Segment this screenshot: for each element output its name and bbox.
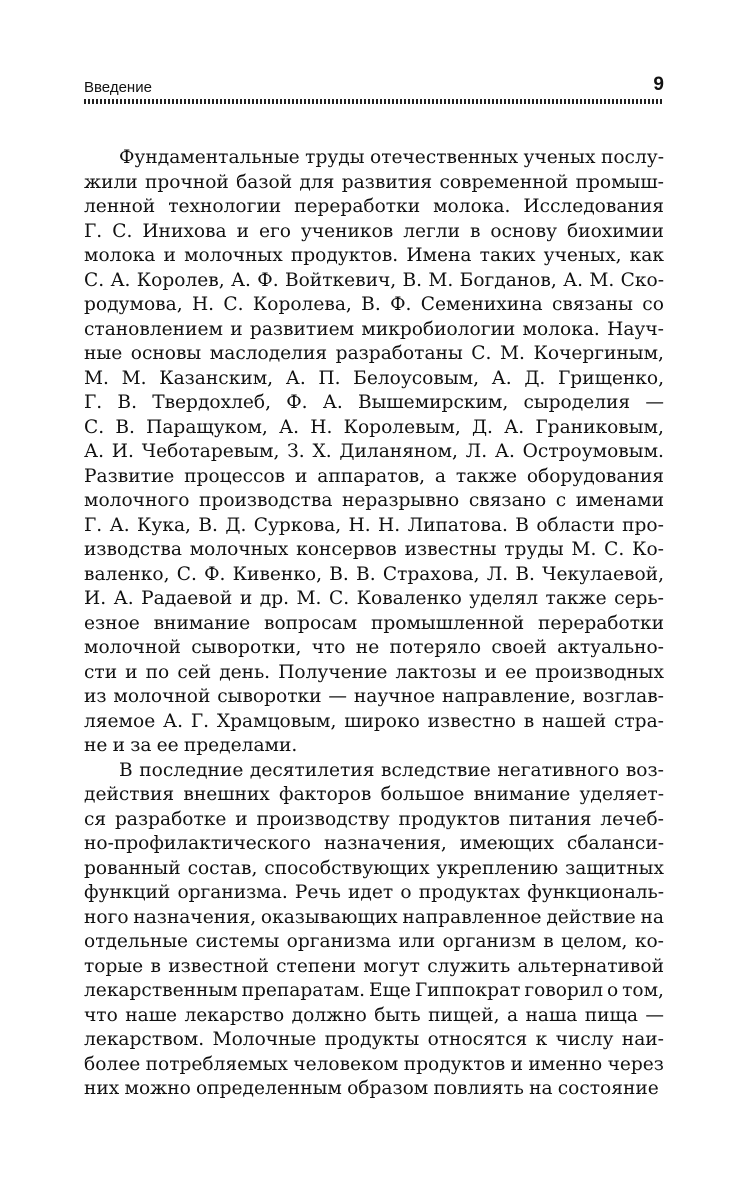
text-line: лекарственным препаратам. Еще Гиппократ говорил о том, xyxy=(84,980,664,1001)
text-line: М. М. Казанским, А. П. Белоусовым, А. Д. Грищенко, xyxy=(84,367,664,389)
text-line: И. А. Радаевой и др. М. С. Коваленко уделял также серь- xyxy=(84,588,664,609)
text-line: молока и молочных продуктов. Имена таких ученых, как xyxy=(84,245,664,266)
text-line: жили прочной базой для развития современной промыш- xyxy=(84,171,664,193)
text-line: действия внешних факторов большое внимание уделяет- xyxy=(84,784,664,805)
text-line: Г. В. Твердохлеб, Ф. А. Вышемирским, сыроделия — xyxy=(84,392,664,413)
text-line: не и за ее пределами. xyxy=(84,735,298,756)
header-rule xyxy=(84,99,664,104)
section-title: Введение xyxy=(84,79,152,96)
text-line: из молочной сыворотки — научное направление, возглав- xyxy=(84,686,664,707)
text-line: Развитие процессов и аппаратов, а также оборудования xyxy=(84,465,664,487)
text-line: отдельные системы организма или организм в целом, ко- xyxy=(84,931,664,952)
text-line: функций организма. Речь идет о продуктах функциональ- xyxy=(84,882,664,903)
body-text xyxy=(84,146,664,1102)
paragraph xyxy=(84,759,664,1102)
text-line: валенко, С. Ф. Кивенко, В. В. Страхова, Л. В. Чекулаевой, xyxy=(84,563,664,585)
text-line: Г. С. Инихова и его учеников легли в основу биохимии xyxy=(84,220,664,242)
text-line: Фундаментальные труды отечественных ученых послу- xyxy=(119,147,664,168)
paragraph xyxy=(84,146,664,759)
text-line: С. В. Паращуком, А. Н. Королевым, Д. А. Граниковым, xyxy=(84,416,664,438)
text-line: молочной сыворотки, что не потеряло своей актуально- xyxy=(84,637,664,658)
running-head xyxy=(84,74,664,96)
text-line: А. И. Чеботаревым, З. Х. Диланяном, Л. А. Остроумовым. xyxy=(84,441,664,462)
text-line: Г. А. Кука, В. Д. Суркова, Н. Н. Липатова. В области про- xyxy=(84,514,664,536)
text-line: них можно определенным образом повлиять на состояние xyxy=(84,1078,659,1099)
text-line: ного назначения, оказывающих направленное действие на xyxy=(84,906,664,928)
text-line: ные основы маслоделия разработаны С. М. Кочергиным, xyxy=(84,343,664,364)
text-line: что наше лекарство должно быть пищей, а наша пища — xyxy=(84,1004,664,1026)
text-line: езное внимание вопросам промышленной переработки xyxy=(84,612,664,634)
page-number: 9 xyxy=(653,74,664,95)
text-line: В последние десятилетия вследствие негативного воз- xyxy=(119,759,664,781)
text-line: молочного производства неразрывно связано с именами xyxy=(84,490,664,511)
text-line: ся разработке и производству продуктов питания лечеб- xyxy=(84,808,664,830)
text-line: но-профилактического назначения, имеющих сбаланси- xyxy=(84,833,664,854)
text-line: рованный состав, способствующих укреплению защитных xyxy=(84,857,664,879)
text-line: более потребляемых человеком продуктов и именно через xyxy=(84,1053,664,1075)
text-line: становлением и развитием микробиологии молока. Науч- xyxy=(84,318,664,340)
text-line: ленной технологии переработки молока. Исследования xyxy=(84,196,664,217)
text-line: С. А. Королев, А. Ф. Войткевич, В. М. Богданов, А. М. Ско- xyxy=(84,269,664,291)
text-line: изводства молочных консервов известны труды М. С. Ко- xyxy=(84,539,664,560)
text-line: лекарством. Молочные продукты относятся к числу наи- xyxy=(84,1029,664,1050)
text-line: родумова, Н. С. Королева, В. Ф. Семенихина связаны со xyxy=(84,294,664,315)
text-line: торые в известной степени могут служить альтернативой xyxy=(84,955,664,977)
text-line: ляемое А. Г. Храмцовым, широко известно в нашей стра- xyxy=(84,710,664,732)
text-line: сти и по сей день. Получение лактозы и ее производных xyxy=(84,661,664,683)
